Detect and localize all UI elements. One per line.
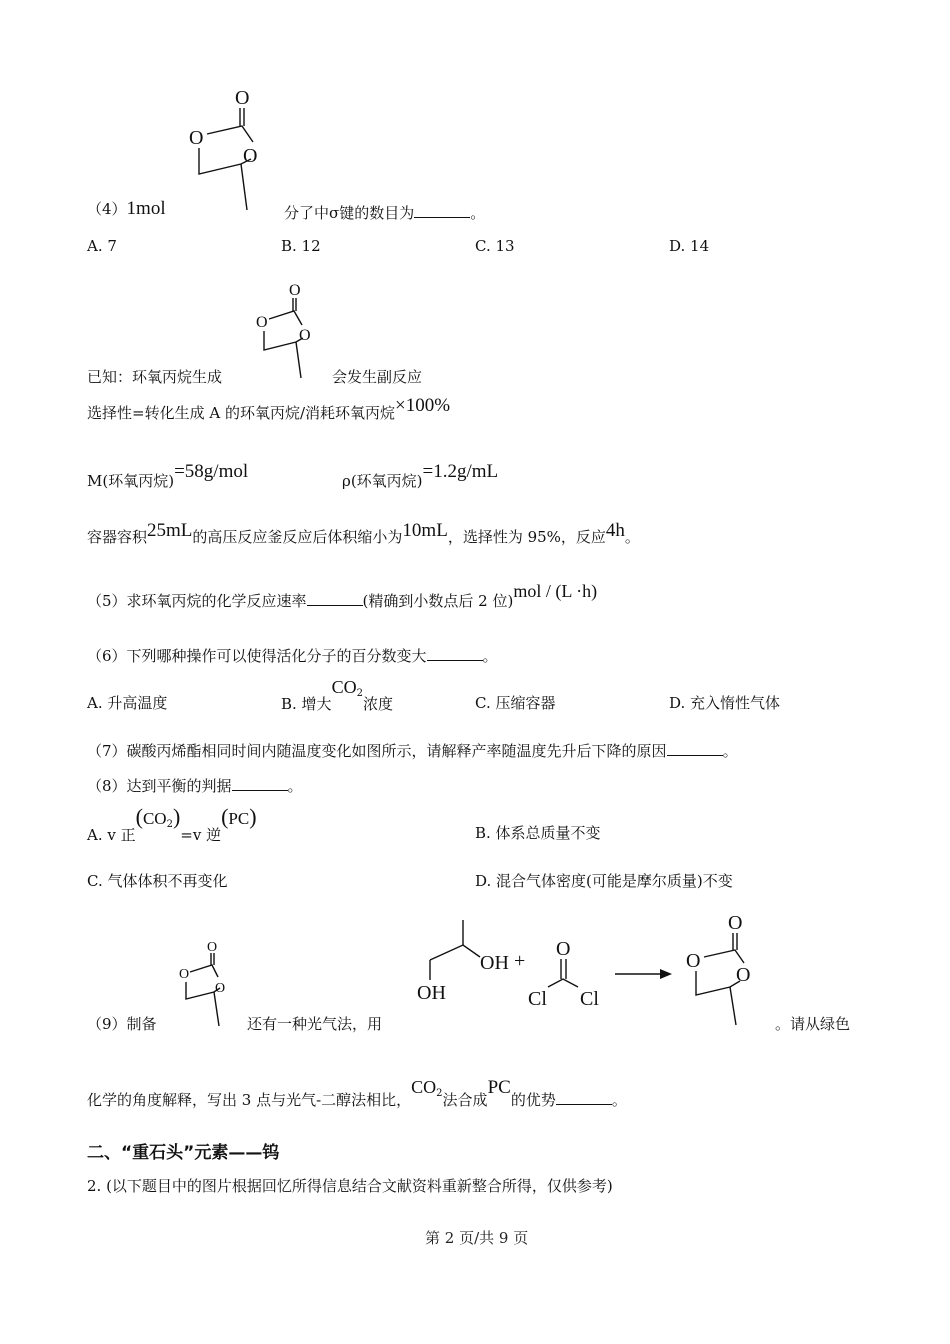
known-intro: 已知：环氧丙烷生成	[87, 368, 223, 386]
svg-text:O: O	[736, 964, 751, 986]
q4-question-text: 分了中σ键的数目为 。	[284, 204, 486, 222]
density: ρ(环氧丙烷)=1.2g/mL	[342, 461, 499, 490]
selectivity-definition: 选择性=转化生成 A 的环氧丙烷/消耗环氧丙烷×100%	[87, 395, 451, 422]
q9-prefix: （9）制备	[87, 1015, 157, 1033]
q4-option-a: A. 7	[87, 237, 117, 255]
svg-text:O: O	[215, 981, 226, 996]
svg-text:O: O	[235, 87, 250, 109]
svg-text:O: O	[189, 127, 204, 149]
q4-option-d: D. 14	[669, 237, 710, 255]
svg-text:O: O	[686, 950, 701, 972]
svg-text:O: O	[289, 282, 301, 299]
svg-text:OH: OH	[480, 952, 509, 974]
q4-option-b: B. 12	[281, 237, 321, 255]
q5-question: （5）求环氧丙烷的化学反应速率 (精确到小数点后 2 位)mol / (L ·h)	[87, 581, 598, 610]
svg-text:Cl: Cl	[580, 988, 599, 1010]
svg-text:O: O	[243, 145, 258, 167]
propylene-carbonate-structure-q9	[176, 936, 236, 1031]
answer-blank[interactable]	[556, 1090, 612, 1105]
q6-option-d: D. 充入惰性气体	[669, 694, 781, 712]
answer-blank[interactable]	[667, 741, 723, 756]
svg-text:O: O	[207, 940, 218, 955]
svg-text:O: O	[728, 912, 743, 934]
q8-option-d: D. 混合气体密度(可能是摩尔质量)不变	[475, 872, 733, 890]
svg-text:O: O	[556, 938, 571, 960]
answer-blank[interactable]	[232, 776, 288, 791]
q6-question: （6）下列哪种操作可以使得活化分子的百分数变大 。	[87, 647, 498, 665]
q9-green-chem: 。请从绿色	[775, 1015, 851, 1033]
q8-option-c: C. 气体体积不再变化	[87, 872, 228, 890]
q8-option-b: B. 体系总质量不变	[475, 824, 601, 842]
q9-line2: 化学的角度解释，写出 3 点与光气-二醇法相比，$CO_2$法合成PC的优势 。	[87, 1077, 627, 1109]
q6-option-a: A. 升高温度	[87, 694, 168, 712]
svg-text:O: O	[179, 967, 190, 982]
section-intro: 2. (以下题目中的图片根据回忆所得信息结合文献资料重新整合所得，仅供参考)	[87, 1177, 613, 1195]
known-side-reaction: 会发生副反应	[332, 368, 423, 386]
svg-text:O: O	[299, 327, 311, 344]
svg-text:OH: OH	[417, 982, 446, 1004]
section-heading: 二、“重石头”元素——钨	[87, 1143, 280, 1163]
answer-blank[interactable]	[427, 646, 483, 661]
q6-option-b: B. 增大$CO_2$浓度	[281, 677, 393, 713]
q8-question: （8）达到平衡的判据 。	[87, 777, 303, 795]
q7-question: （7）碳酸丙烯酯相同时间内随温度变化如图所示，请解释产率随温度先升后下降的原因 。	[87, 742, 738, 760]
vessel-conditions: 容器容积25mL的高压反应釜反应后体积缩小为10mL，选择性为 95%，反应4h。	[87, 520, 640, 546]
q4-question: （4）1mol	[87, 198, 166, 219]
answer-blank[interactable]	[307, 591, 363, 606]
propylene-carbonate-structure-known	[252, 278, 322, 386]
molar-mass: M(环氧丙烷)=58g/mol	[87, 461, 249, 490]
q9-phosgene-method: 还有一种光气法，用	[247, 1015, 383, 1033]
svg-text:+: +	[514, 950, 526, 972]
svg-text:O: O	[256, 314, 268, 331]
propylene-carbonate-structure-q4	[183, 82, 273, 217]
phosgene-reaction-scheme	[410, 905, 770, 1030]
q8-option-a: A. v 正$(CO_2)=v$ 逆(PC)	[87, 804, 257, 844]
answer-blank[interactable]	[414, 203, 470, 218]
page-number: 第 2 页/共 9 页	[425, 1229, 529, 1247]
q6-option-c: C. 压缩容器	[475, 694, 556, 712]
svg-text:Cl: Cl	[528, 988, 547, 1010]
q4-option-c: C. 13	[475, 237, 515, 255]
